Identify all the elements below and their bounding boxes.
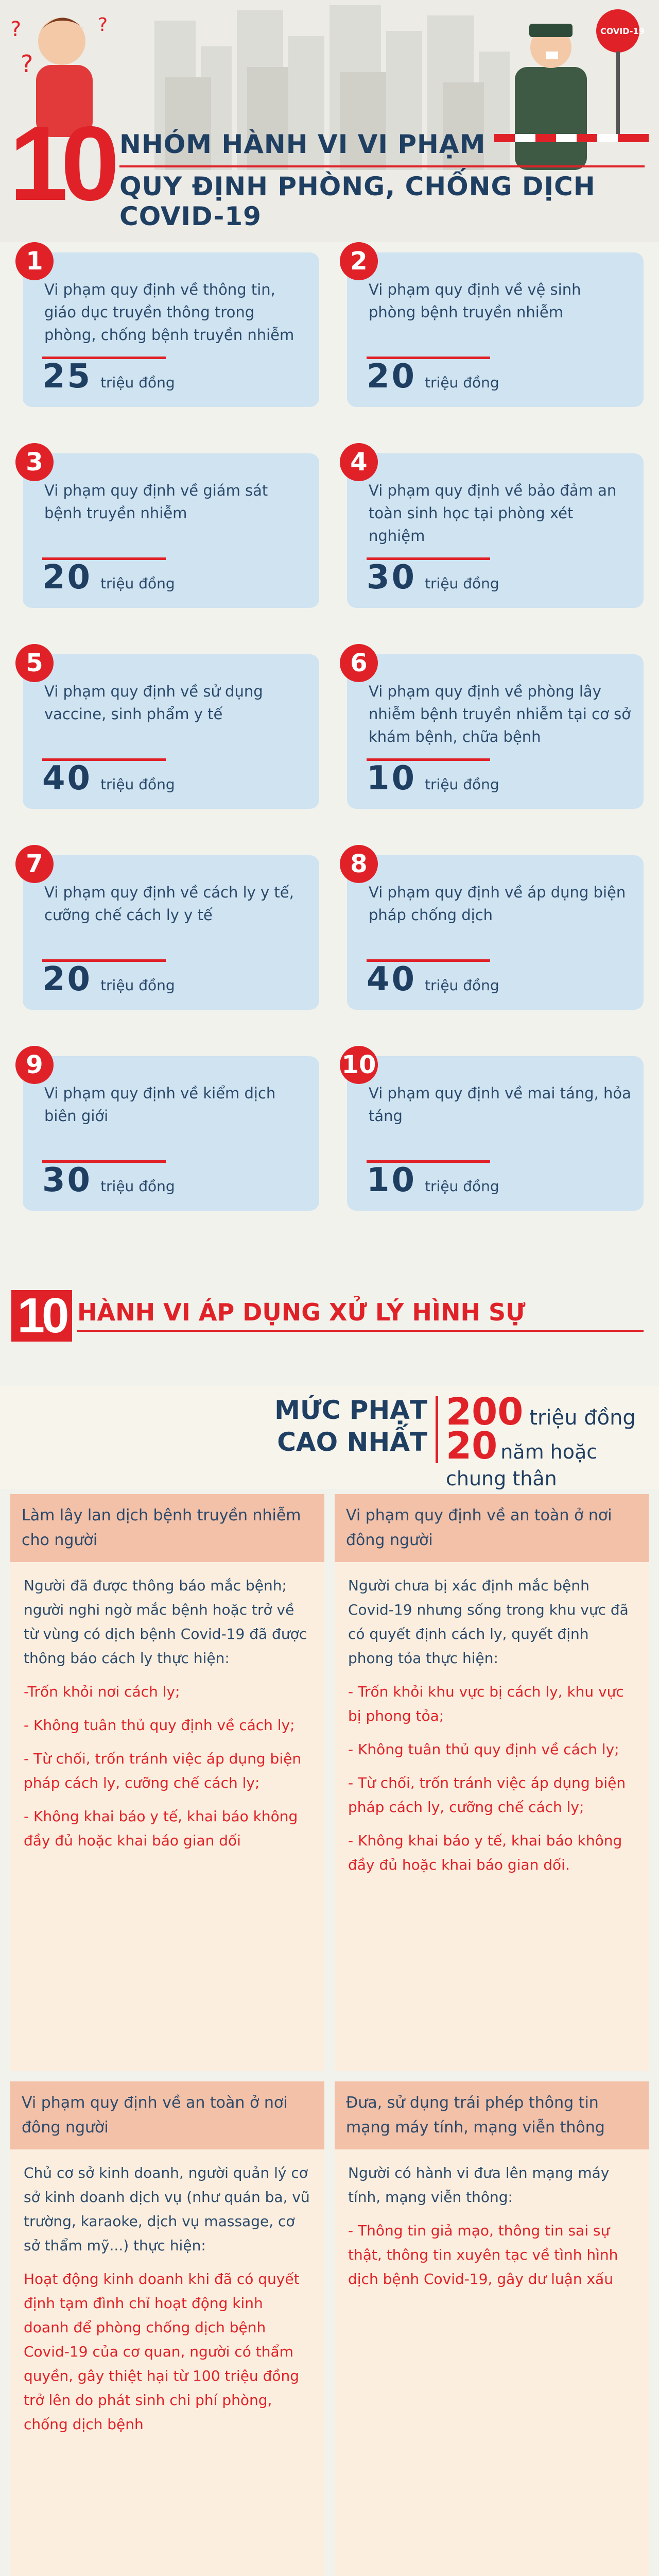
violation-card	[340, 242, 644, 407]
infographic-header	[0, 0, 659, 242]
fine-unit: triệu đồng	[425, 1178, 499, 1195]
svg-text:?: ?	[98, 14, 108, 36]
cell-heading: Làm lây lan dịch bệnh truyền nhiễm cho người	[10, 1494, 324, 1562]
violation-card	[340, 644, 644, 809]
cell-paragraph: -Trốn khỏi nơi cách ly;	[24, 1683, 180, 1700]
card-description: Vi phạm quy định về kiểm dịch biên giới	[44, 1084, 276, 1125]
fine-amount: 10	[367, 1161, 417, 1199]
table-cell-right	[335, 2081, 649, 2576]
card-number: 4	[340, 443, 378, 481]
violation-card	[15, 644, 319, 809]
title-line-1: NHÓM HÀNH VI VI PHẠM	[119, 129, 486, 159]
fine-unit: triệu đồng	[425, 776, 499, 793]
card-number: 7	[15, 845, 54, 883]
card-number: 1	[15, 242, 54, 280]
cell-heading: Vi phạm quy định về an toàn ở nơi đông người	[10, 2081, 324, 2149]
card-number: 9	[15, 1046, 54, 1084]
cell-paragraph: - Từ chối, trốn tránh việc áp dụng biện pháp cách ly, cưỡng chế cách ly;	[24, 1750, 302, 1791]
cell-paragraph: - Thông tin giả mạo, thông tin sai sự thật, thông tin xuyên tạc về tình hình dịch bệnh Covid-19, gây dư luận xấu	[348, 2222, 618, 2287]
title-number: 10	[9, 105, 113, 223]
card-description: Vi phạm quy định về mai táng, hỏa táng	[369, 1084, 631, 1125]
cell-body	[10, 1562, 324, 1873]
penalty-prison-unit: năm hoặc chung thân	[446, 1440, 598, 1490]
card-number: 10	[340, 1046, 378, 1084]
card-fine	[367, 960, 499, 998]
violation-card	[15, 1046, 319, 1211]
fine-amount: 30	[367, 558, 417, 597]
svg-text:?: ?	[21, 50, 33, 78]
cell-paragraph: Chủ cơ sở kinh doanh, người quản lý cơ sở kinh doanh dịch vụ (như quán ba, vũ trường, karaoke, dịch vụ massage, cơ sở thẩm mỹ...) thực hiện:	[24, 2164, 310, 2254]
violation-card	[15, 443, 319, 608]
cell-paragraph: - Từ chối, trốn tránh việc áp dụng biện pháp cách ly, cưỡng chế cách ly;	[348, 1774, 626, 1816]
cell-paragraph: Người có hành vi đưa lên mạng máy tính, mạng viễn thông:	[348, 2164, 610, 2206]
cell-body	[335, 2149, 649, 2312]
section-divider	[77, 1330, 644, 1332]
fine-unit: triệu đồng	[425, 977, 499, 994]
table-row	[10, 2081, 649, 2576]
card-fine	[42, 1161, 175, 1199]
card-description: Vi phạm quy định về bảo đảm an toàn sinh học tại phòng xét nghiệm	[369, 482, 617, 545]
fine-amount: 40	[42, 759, 93, 798]
fine-amount: 40	[367, 960, 417, 998]
card-description: Vi phạm quy định về giám sát bệnh truyền nhiễm	[44, 482, 268, 522]
table-row	[10, 1494, 649, 2071]
table-cell-right	[335, 1494, 649, 2071]
cell-paragraph: - Không tuân thủ quy định về cách ly;	[24, 1717, 295, 1734]
card-description: Vi phạm quy định về vệ sinh phòng bệnh truyền nhiễm	[369, 281, 581, 321]
fine-unit: triệu đồng	[100, 776, 175, 793]
cell-paragraph: - Trốn khỏi khu vực bị cách ly, khu vực bị phong tỏa;	[348, 1683, 624, 1724]
cell-paragraph: Người đã được thông báo mắc bệnh; người nghi ngờ mắc bệnh hoặc trở về từ vùng có dịch bệnh Covid-19 đã được thông báo cách ly thực hiện:	[24, 1577, 307, 1667]
card-fine	[367, 1161, 499, 1199]
cell-paragraph: - Không khai báo y tế, khai báo không đầy đủ hoặc khai báo gian dối.	[348, 1832, 622, 1873]
penalty-label-1: MỨC PHẠT	[274, 1395, 427, 1425]
fine-unit: triệu đồng	[425, 374, 499, 391]
main-title	[0, 105, 659, 240]
title-line-2: QUY ĐỊNH PHÒNG, CHỐNG DỊCH COVID-19	[119, 172, 596, 231]
violation-card	[340, 443, 644, 608]
violation-card	[340, 1046, 644, 1211]
card-number: 5	[15, 644, 54, 682]
max-penalty-banner	[0, 1386, 659, 1489]
card-number: 8	[340, 845, 378, 883]
fine-unit: triệu đồng	[100, 977, 175, 994]
fine-amount: 20	[42, 960, 93, 998]
card-fine	[42, 960, 175, 998]
card-number: 6	[340, 644, 378, 682]
penalty-label-2: CAO NHẤT	[277, 1427, 427, 1457]
fine-unit: triệu đồng	[425, 575, 499, 592]
cell-paragraph: Người chưa bị xác định mắc bệnh Covid-19 nhưng sống trong khu vực đã có quyết định cách ly, quyết định phong tỏa thực hiện:	[348, 1577, 629, 1667]
card-description: Vi phạm quy định về cách ly y tế, cưỡng chế cách ly y tế	[44, 884, 294, 924]
card-fine	[42, 358, 175, 396]
card-number: 2	[340, 242, 378, 280]
violation-card	[15, 242, 319, 407]
cell-paragraph: - Không khai báo y tế, khai báo không đầy đủ hoặc khai báo gian dối	[24, 1808, 298, 1849]
penalty-prison	[446, 1424, 659, 1490]
violation-card	[15, 845, 319, 1010]
section-title: HÀNH VI ÁP DỤNG XỬ LÝ HÌNH SỰ	[77, 1298, 526, 1326]
card-fine	[367, 759, 499, 798]
fine-amount: 10	[367, 759, 417, 798]
penalty-fine-unit: triệu đồng	[529, 1406, 636, 1430]
cell-heading: Đưa, sử dụng trái phép thông tin mạng máy tính, mạng viễn thông	[335, 2081, 649, 2149]
card-description: Vi phạm quy định về áp dụng biện pháp chống dịch	[369, 884, 626, 924]
card-fine	[367, 358, 499, 396]
fine-unit: triệu đồng	[100, 1178, 175, 1195]
svg-text:?: ?	[10, 18, 22, 41]
cell-paragraph: - Không tuân thủ quy định về cách ly;	[348, 1741, 619, 1758]
criminal-section-heading	[0, 1278, 659, 1381]
fine-unit: triệu đồng	[100, 575, 175, 592]
card-description: Vi phạm quy định về phòng lây nhiễm bệnh truyền nhiễm tại cơ sở khám bệnh, chữa bệnh	[369, 683, 631, 745]
section-number: 10	[11, 1290, 72, 1342]
fine-amount: 20	[42, 558, 93, 597]
cell-body	[10, 2149, 324, 2457]
cell-body	[335, 1562, 649, 1897]
card-number: 3	[15, 443, 54, 481]
svg-text:COVID-19: COVID-19	[600, 26, 645, 36]
card-fine	[42, 759, 175, 798]
card-fine	[42, 558, 175, 597]
table-cell-left	[10, 1494, 324, 2071]
card-description: Vi phạm quy định về sử dụng vaccine, sinh phẩm y tế	[44, 683, 263, 723]
penalty-prison-amount: 20	[446, 1424, 498, 1467]
fine-amount: 30	[42, 1161, 93, 1199]
table-cell-left	[10, 2081, 324, 2576]
title-divider	[119, 165, 645, 167]
card-fine	[367, 558, 499, 597]
cell-paragraph: Hoạt động kinh doanh khi đã có quyết định tạm đình chỉ hoạt động kinh doanh để phòng chống dịch bệnh Covid-19 của cơ quan, người có thẩm quyền, gây thiệt hại từ 100 triệu đồng trở lên do phát sinh chi phí phòng, chống dịch bệnh	[24, 2270, 300, 2433]
penalty-fine-amount: 200	[446, 1390, 524, 1433]
violation-card	[340, 845, 644, 1010]
cell-heading: Vi phạm quy định về an toàn ở nơi đông người	[335, 1494, 649, 1562]
fine-amount: 25	[42, 358, 93, 396]
fine-amount: 20	[367, 358, 417, 396]
card-description: Vi phạm quy định về thông tin, giáo dục truyền thông trong phòng, chống bệnh truyền nhiễm	[44, 281, 294, 344]
penalty-divider	[436, 1396, 438, 1463]
fine-unit: triệu đồng	[100, 374, 175, 391]
